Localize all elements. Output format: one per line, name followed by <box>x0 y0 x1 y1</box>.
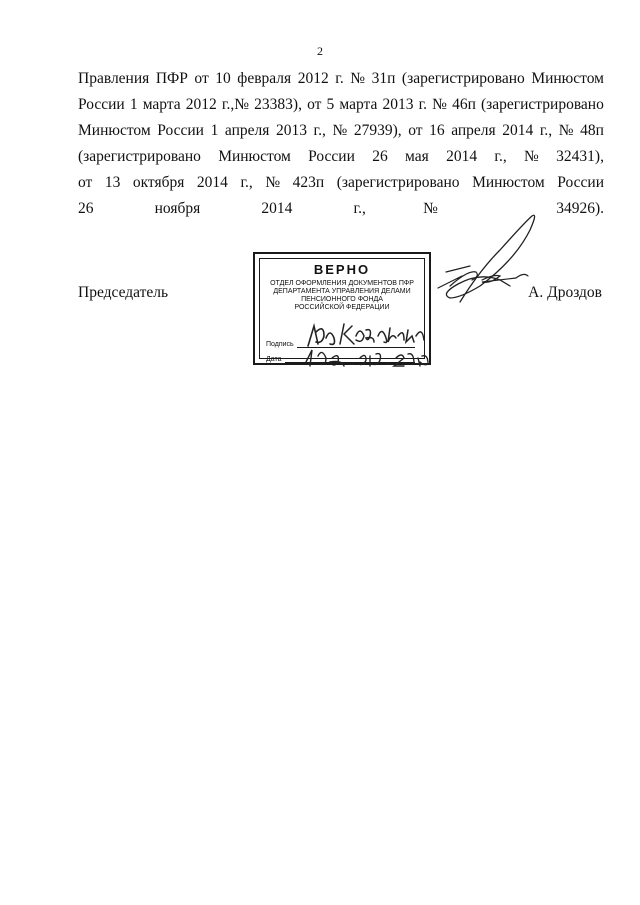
position-label: Председатель <box>78 284 169 301</box>
word: № <box>265 174 281 191</box>
word: апреля <box>451 122 496 139</box>
word: г. <box>418 96 428 113</box>
word: 2014 <box>446 148 478 165</box>
word: Минюстом <box>531 70 604 87</box>
page-number: 2 <box>317 44 323 58</box>
word: 32431), <box>556 148 604 165</box>
paragraph-line-2 <box>78 92 604 118</box>
word: ПФР <box>155 70 188 87</box>
word: марта <box>339 96 378 113</box>
word: 2013 <box>382 96 414 113</box>
word: 2014 <box>502 122 534 139</box>
word: Минюстом <box>78 122 151 139</box>
chairman-signature <box>420 210 550 305</box>
word: апреля <box>224 122 270 139</box>
word: 10 <box>215 70 231 87</box>
word: мая <box>405 148 429 165</box>
word: (зарегистрировано <box>401 70 525 87</box>
word: России <box>557 174 604 191</box>
document-paragraph <box>78 66 604 222</box>
word: от <box>194 70 209 87</box>
word: г. <box>335 70 344 87</box>
word: г., <box>240 174 253 191</box>
signer-name: А. Дроздов <box>528 284 602 301</box>
paragraph-line-5 <box>78 170 604 196</box>
word: 31п <box>371 70 396 87</box>
word: России <box>78 96 125 113</box>
word: г., <box>494 148 507 165</box>
word: России <box>157 122 204 139</box>
word: № <box>332 122 348 139</box>
word: № <box>432 96 447 113</box>
stamp-title: ВЕРНО <box>313 262 371 277</box>
handwritten-stamp-signature <box>300 318 435 368</box>
stamp-dept-line-2: ДЕПАРТАМЕНТА УПРАВЛЕНИЯ ДЕЛАМИ <box>273 288 411 295</box>
word: февраля <box>237 70 292 87</box>
word: (зарегистрировано <box>78 148 201 165</box>
stamp-signature-label: Подпись <box>266 341 294 348</box>
word: 1 <box>210 122 219 139</box>
word: г., <box>313 122 326 139</box>
stamp-dept-line-3: ПЕНСИОННОГО ФОНДА <box>301 296 383 303</box>
word: России <box>308 148 355 165</box>
word: (зарегистрировано <box>336 174 460 191</box>
word: Минюстом <box>472 174 545 191</box>
word: 13 <box>104 174 121 191</box>
word: Минюстом <box>218 148 291 165</box>
paragraph-line-4 <box>78 144 604 170</box>
word: от <box>307 96 322 113</box>
word: 5 <box>326 96 335 113</box>
word: 48п <box>580 122 604 139</box>
word: от <box>408 122 423 139</box>
stamp-department <box>260 280 424 312</box>
word: 1 <box>129 96 138 113</box>
word: 423п <box>292 174 325 191</box>
word: 2012 <box>297 70 329 87</box>
word: г., <box>539 122 553 139</box>
stamp-dept-line-4: РОССИЙСКОЙ ФЕДЕРАЦИИ <box>294 304 390 311</box>
word: октября <box>132 174 185 191</box>
word: № <box>350 70 366 87</box>
word: 2012 <box>185 96 217 113</box>
paragraph-line-6: 26 ноября 2014 г.,№ 34926). <box>78 200 604 217</box>
word: Правления <box>78 70 150 87</box>
word: № <box>524 148 539 165</box>
stamp-date-label: Дата <box>266 356 282 363</box>
word: 27939), <box>353 122 402 139</box>
word: 23383), <box>254 96 302 113</box>
word: (зарегистрировано <box>480 96 604 113</box>
word: марта <box>142 96 181 113</box>
paragraph-line-3 <box>78 118 604 144</box>
word: 46п <box>452 96 476 113</box>
word: 2014 <box>196 174 228 191</box>
word: № <box>558 122 574 139</box>
paragraph-line-1 <box>78 66 604 92</box>
word: г.,№ <box>221 96 250 113</box>
word: 2013 <box>275 122 307 139</box>
word: 16 <box>429 122 445 139</box>
word: от <box>78 174 93 191</box>
word: 26 <box>372 148 388 165</box>
stamp-dept-line-1: ОТДЕЛ ОФОРМЛЕНИЯ ДОКУМЕНТОВ ПФР <box>270 280 414 287</box>
